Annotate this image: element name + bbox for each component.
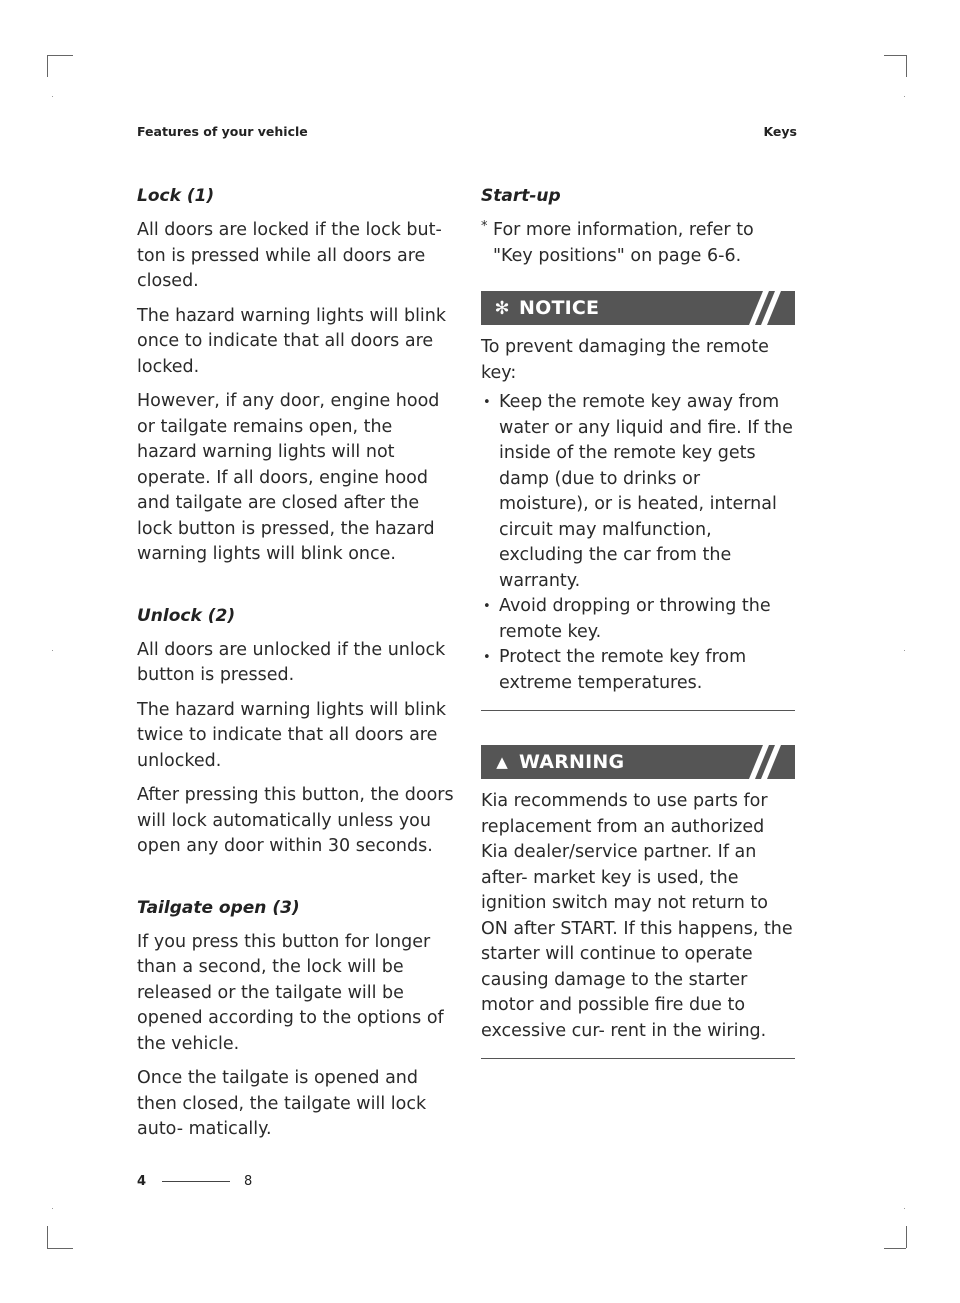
tailgate-paragraph: Once the tailgate is opened and then closed, the tailgate will lock auto- matically. <box>137 1068 427 1139</box>
crop-mark <box>47 55 48 77</box>
notice-banner <box>481 291 795 325</box>
unlock-paragraph: After pressing this button, the doors will lock automatically unless you open any door within 30 seconds. <box>137 785 454 856</box>
tailgate-heading: Tailgate open (3) <box>137 897 300 918</box>
warning-divider <box>481 1058 795 1059</box>
registration-dot <box>904 650 905 651</box>
crop-mark <box>906 1226 907 1248</box>
lock-heading: Lock (1) <box>137 186 215 206</box>
crop-mark <box>47 1226 48 1248</box>
left-column <box>137 183 455 1152</box>
registration-dot <box>904 96 905 97</box>
notice-intro: To prevent damaging the remote key: <box>481 337 769 383</box>
tailgate-paragraph: If you press this button for longer than a second, the lock will be released or the tailgate will be opened according to the options of the vehicle. <box>137 931 444 1054</box>
warning-banner <box>481 745 795 779</box>
right-column <box>481 183 795 1059</box>
double-slash-icon <box>741 291 781 325</box>
chapter-number: 4 <box>137 1174 147 1189</box>
footer-rule <box>162 1181 230 1182</box>
warning-text: Kia recommends to use parts for replacement from an authorized Kia dealer/service partner. If an after- market key is used, the ignition switch may not return to ON after START. If this happens, the starter will continue to operate causing damage to the starter motor and possible fire due to excessive cur- rent in the wiring. <box>481 791 793 1041</box>
registration-dot <box>904 1208 905 1209</box>
registration-dot <box>52 650 53 651</box>
crop-mark <box>906 55 907 77</box>
list-item: • Keep the remote key away from water or any liquid and fire. If the inside of the remote key gets damp (due to drinks or moisture), or is heated, internal circuit may malfunction, excluding the car from the warranty. <box>481 390 795 594</box>
notice-title: NOTICE <box>519 297 600 319</box>
page-footer <box>137 1174 252 1189</box>
lock-paragraph: However, if any door, engine hood or tailgate remains open, the hazard warning lights will not operate. If all doors, engine hood and tailgate are closed after the lock button is pressed, the hazard warning lights will blink once. <box>137 391 440 564</box>
crop-mark <box>884 1248 906 1249</box>
lock-paragraph: All doors are locked if the lock but- ton is pressed while all doors are closed. <box>137 220 442 291</box>
list-item: • Protect the remote key from extreme temperatures. <box>481 645 795 696</box>
startup-note <box>481 218 795 269</box>
asterisk-mark: * <box>481 219 488 234</box>
crop-mark <box>47 55 73 56</box>
double-slash-icon <box>741 745 781 779</box>
asterisk-icon: ✻ <box>494 297 510 319</box>
notice-list <box>481 390 795 696</box>
startup-note-text: For more information, refer to "Key positions" on page 6-6. <box>493 220 754 266</box>
startup-heading: Start-up <box>481 186 561 206</box>
registration-dot <box>52 1208 53 1209</box>
registration-dot <box>52 96 53 97</box>
notice-divider <box>481 710 795 711</box>
header-chapter-title: Keys <box>763 124 797 139</box>
warning-triangle-icon: ▲ <box>496 753 508 771</box>
crop-mark <box>884 55 906 56</box>
list-item: • Avoid dropping or throwing the remote key. <box>481 594 795 645</box>
crop-mark <box>47 1248 73 1249</box>
unlock-paragraph: The hazard warning lights will blink twice to indicate that all doors are unlocked. <box>137 699 447 771</box>
unlock-heading: Unlock (2) <box>137 605 236 626</box>
lock-paragraph: The hazard warning lights will blink once to indicate that all doors are locked. <box>137 305 447 377</box>
page-number: 8 <box>244 1174 253 1189</box>
unlock-paragraph: All doors are unlocked if the unlock button is pressed. <box>137 639 446 685</box>
warning-title: WARNING <box>519 751 625 773</box>
header-section-title: Features of your vehicle <box>137 124 308 139</box>
